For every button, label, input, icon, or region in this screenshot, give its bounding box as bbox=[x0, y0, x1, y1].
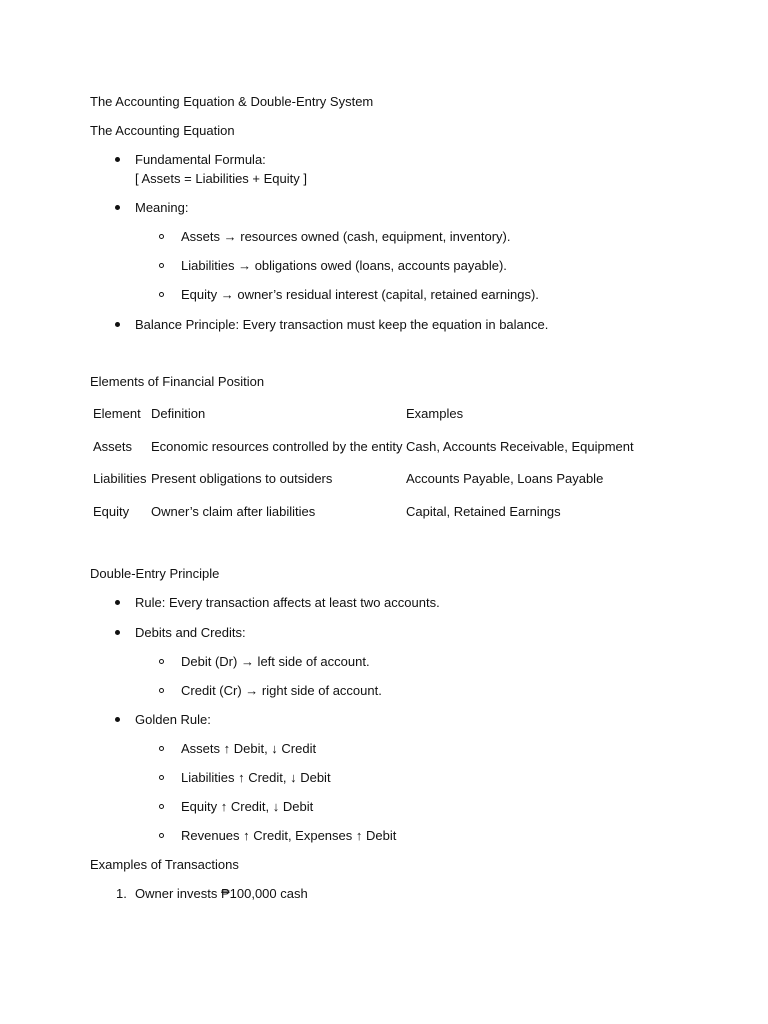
list-item: Fundamental Formula: bbox=[135, 152, 266, 167]
list-item: Balance Principle: Every transaction must keep the equation in balance. bbox=[135, 317, 549, 332]
circle-bullet-icon bbox=[159, 746, 164, 751]
sub-list-item: Assets → resources owned (cash, equipment, inventory). bbox=[181, 229, 511, 244]
bullet-icon bbox=[115, 600, 120, 605]
bullet-icon bbox=[115, 157, 120, 162]
table-header: Element bbox=[93, 406, 141, 421]
circle-bullet-icon bbox=[159, 775, 164, 780]
sub-list-item: Liabilities → obligations owed (loans, accounts payable). bbox=[181, 258, 507, 273]
bullet-icon bbox=[115, 205, 120, 210]
circle-bullet-icon bbox=[159, 234, 164, 239]
table-cell: Accounts Payable, Loans Payable bbox=[406, 471, 604, 486]
sub-list-item: Revenues ↑ Credit, Expenses ↑ Debit bbox=[181, 828, 397, 843]
table-cell: Equity bbox=[93, 504, 130, 519]
table-cell: Cash, Accounts Receivable, Equipment bbox=[406, 439, 634, 454]
table-cell: Capital, Retained Earnings bbox=[406, 504, 561, 519]
bullet-icon bbox=[115, 717, 120, 722]
section-heading-accounting-equation: The Accounting Equation bbox=[90, 123, 235, 138]
section-heading-double-entry: Double-Entry Principle bbox=[90, 566, 220, 581]
circle-bullet-icon bbox=[159, 292, 164, 297]
circle-bullet-icon bbox=[159, 833, 164, 838]
bullet-icon bbox=[115, 322, 120, 327]
section-heading-examples: Examples of Transactions bbox=[90, 857, 239, 872]
table-cell: Economic resources controlled by the entity bbox=[151, 439, 403, 454]
sub-list-item: Liabilities ↑ Credit, ↓ Debit bbox=[181, 770, 331, 785]
table-header: Examples bbox=[406, 406, 464, 421]
circle-bullet-icon bbox=[159, 263, 164, 268]
list-item: Debits and Credits: bbox=[135, 625, 246, 640]
table-cell: Present obligations to outsiders bbox=[151, 471, 333, 486]
table-header: Definition bbox=[151, 406, 206, 421]
sub-list-item: Debit (Dr) → left side of account. bbox=[181, 654, 370, 669]
sub-list-item: Credit (Cr) → right side of account. bbox=[181, 683, 382, 698]
section-heading-financial-position: Elements of Financial Position bbox=[90, 374, 265, 389]
formula-text: [ Assets = Liabilities + Equity ] bbox=[135, 171, 307, 186]
list-item: Golden Rule: bbox=[135, 712, 211, 727]
table-cell: Assets bbox=[93, 439, 133, 454]
sub-list-item: Equity ↑ Credit, ↓ Debit bbox=[181, 799, 314, 814]
table-cell: Owner’s claim after liabilities bbox=[151, 504, 316, 519]
circle-bullet-icon bbox=[159, 804, 164, 809]
table-cell: Liabilities bbox=[93, 471, 147, 486]
list-item: Meaning: bbox=[135, 200, 189, 215]
sub-list-item: Equity → owner’s residual interest (capital, retained earnings). bbox=[181, 287, 539, 302]
document-title: The Accounting Equation & Double-Entry System bbox=[90, 94, 374, 109]
sub-list-item: Assets ↑ Debit, ↓ Credit bbox=[181, 741, 317, 756]
numbered-list-item: Owner invests ₱100,000 cash bbox=[135, 886, 308, 901]
bullet-icon bbox=[115, 630, 120, 635]
list-item: Rule: Every transaction affects at least two accounts. bbox=[135, 595, 440, 610]
list-number: 1. bbox=[116, 886, 127, 901]
circle-bullet-icon bbox=[159, 688, 164, 693]
circle-bullet-icon bbox=[159, 659, 164, 664]
